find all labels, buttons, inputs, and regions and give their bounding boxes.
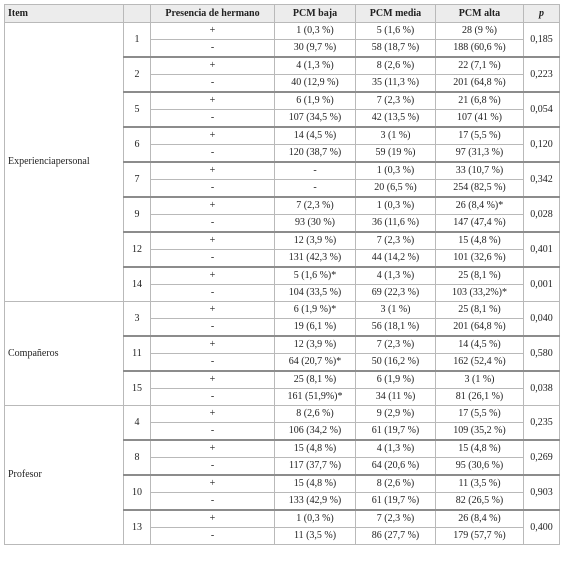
pcm-baja-cell: 64 (20,7 %)* <box>275 354 356 372</box>
p-value-cell: 0,401 <box>524 232 560 267</box>
sibling-presence: - <box>151 250 275 268</box>
sibling-presence: + <box>151 92 275 110</box>
header-pcm-alta: PCM alta <box>436 5 524 23</box>
section-label: Experienciapersonal <box>5 23 124 302</box>
sibling-presence: - <box>151 215 275 233</box>
pcm-media-cell: 61 (19,7 %) <box>356 423 436 441</box>
pcm-baja-cell: 40 (12,9 %) <box>275 75 356 93</box>
pcm-baja-cell: 19 (6,1 %) <box>275 319 356 337</box>
sibling-presence: + <box>151 336 275 354</box>
pcm-media-cell: 8 (2,6 %) <box>356 57 436 75</box>
p-value-cell: 0,269 <box>524 440 560 475</box>
pcm-alta-cell: 109 (35,2 %) <box>436 423 524 441</box>
sibling-presence: + <box>151 127 275 145</box>
pcm-alta-cell: 103 (33,2%)* <box>436 285 524 302</box>
item-number: 12 <box>124 232 151 267</box>
pcm-baja-cell: 4 (1,3 %) <box>275 57 356 75</box>
section-label: Profesor <box>5 406 124 545</box>
header-item-number <box>124 5 151 23</box>
pcm-alta-cell: 179 (57,7 %) <box>436 528 524 545</box>
item-number: 8 <box>124 440 151 475</box>
pcm-alta-cell: 14 (4,5 %) <box>436 336 524 354</box>
sibling-presence: - <box>151 493 275 511</box>
header-row <box>5 5 560 23</box>
table-row <box>5 23 560 40</box>
pcm-baja-cell: 1 (0,3 %) <box>275 23 356 40</box>
section-label: Compañeros <box>5 302 124 406</box>
pcm-media-cell: 6 (1,9 %) <box>356 371 436 389</box>
pcm-alta-cell: 15 (4,8 %) <box>436 232 524 250</box>
pcm-baja-cell: 1 (0,3 %) <box>275 510 356 528</box>
pcm-media-cell: 69 (22,3 %) <box>356 285 436 302</box>
pcm-baja-cell: 6 (1,9 %)* <box>275 302 356 319</box>
item-number: 4 <box>124 406 151 441</box>
pcm-baja-cell: 12 (3,9 %) <box>275 336 356 354</box>
pcm-media-cell: 44 (14,2 %) <box>356 250 436 268</box>
pcm-media-cell: 56 (18,1 %) <box>356 319 436 337</box>
pcm-baja-cell: 133 (42,9 %) <box>275 493 356 511</box>
item-number: 1 <box>124 23 151 58</box>
pcm-alta-cell: 3 (1 %) <box>436 371 524 389</box>
pcm-baja-cell: 15 (4,8 %) <box>275 440 356 458</box>
p-value-cell: 0,400 <box>524 510 560 545</box>
pcm-media-cell: 3 (1 %) <box>356 127 436 145</box>
pcm-alta-cell: 33 (10,7 %) <box>436 162 524 180</box>
sibling-presence: + <box>151 371 275 389</box>
pcm-media-cell: 7 (2,3 %) <box>356 92 436 110</box>
item-number: 7 <box>124 162 151 197</box>
sibling-presence: + <box>151 267 275 285</box>
pcm-alta-cell: 101 (32,6 %) <box>436 250 524 268</box>
sibling-presence: - <box>151 285 275 302</box>
pcm-alta-cell: 22 (7,1 %) <box>436 57 524 75</box>
pcm-media-cell: 3 (1 %) <box>356 302 436 319</box>
header-presencia: Presencia de hermano <box>151 5 275 23</box>
pcm-alta-cell: 28 (9 %) <box>436 23 524 40</box>
table-row <box>5 302 560 319</box>
pcm-baja-cell: 131 (42,3 %) <box>275 250 356 268</box>
pcm-alta-cell: 17 (5,5 %) <box>436 127 524 145</box>
pcm-baja-cell: 104 (33,5 %) <box>275 285 356 302</box>
table-row <box>5 406 560 423</box>
pcm-alta-cell: 11 (3,5 %) <box>436 475 524 493</box>
pcm-alta-cell: 254 (82,5 %) <box>436 180 524 198</box>
pcm-media-cell: 7 (2,3 %) <box>356 510 436 528</box>
sibling-presence: + <box>151 232 275 250</box>
pcm-alta-cell: 25 (8,1 %) <box>436 302 524 319</box>
p-value-cell: 0,235 <box>524 406 560 441</box>
pcm-media-cell: 4 (1,3 %) <box>356 440 436 458</box>
sibling-presence: + <box>151 57 275 75</box>
sibling-presence: - <box>151 319 275 337</box>
pcm-media-cell: 4 (1,3 %) <box>356 267 436 285</box>
sibling-presence: + <box>151 475 275 493</box>
pcm-alta-cell: 82 (26,5 %) <box>436 493 524 511</box>
pcm-alta-cell: 162 (52,4 %) <box>436 354 524 372</box>
pcm-baja-cell: 15 (4,8 %) <box>275 475 356 493</box>
item-number: 13 <box>124 510 151 545</box>
pcm-alta-cell: 21 (6,8 %) <box>436 92 524 110</box>
sibling-presence: - <box>151 423 275 441</box>
item-number: 14 <box>124 267 151 302</box>
pcm-alta-cell: 81 (26,1 %) <box>436 389 524 406</box>
item-number: 15 <box>124 371 151 406</box>
pcm-baja-cell: 14 (4,5 %) <box>275 127 356 145</box>
sibling-presence: - <box>151 75 275 93</box>
pcm-baja-cell: 93 (30 %) <box>275 215 356 233</box>
pcm-baja-cell: 25 (8,1 %) <box>275 371 356 389</box>
pcm-media-cell: 42 (13,5 %) <box>356 110 436 128</box>
item-number: 9 <box>124 197 151 232</box>
item-number: 11 <box>124 336 151 371</box>
item-number: 10 <box>124 475 151 510</box>
pcm-media-cell: 5 (1,6 %) <box>356 23 436 40</box>
p-value-cell: 0,185 <box>524 23 560 58</box>
item-number: 6 <box>124 127 151 162</box>
pcm-baja-cell: - <box>275 180 356 198</box>
pcm-media-cell: 36 (11,6 %) <box>356 215 436 233</box>
pcm-baja-cell: 5 (1,6 %)* <box>275 267 356 285</box>
sibling-presence: + <box>151 23 275 40</box>
sibling-presence: - <box>151 145 275 163</box>
p-value-cell: 0,120 <box>524 127 560 162</box>
pcm-alta-cell: 26 (8,4 %) <box>436 510 524 528</box>
pcm-media-cell: 20 (6,5 %) <box>356 180 436 198</box>
pcm-media-cell: 7 (2,3 %) <box>356 232 436 250</box>
pcm-baja-cell: 120 (38,7 %) <box>275 145 356 163</box>
pcm-alta-cell: 26 (8,4 %)* <box>436 197 524 215</box>
pcm-alta-cell: 201 (64,8 %) <box>436 319 524 337</box>
pcm-baja-cell: 30 (9,7 %) <box>275 40 356 58</box>
pcm-alta-cell: 188 (60,6 %) <box>436 40 524 58</box>
p-value-cell: 0,223 <box>524 57 560 92</box>
header-p-value: p <box>524 5 560 23</box>
sibling-presence: + <box>151 197 275 215</box>
pcm-media-cell: 1 (0,3 %) <box>356 197 436 215</box>
pcm-alta-cell: 95 (30,6 %) <box>436 458 524 476</box>
item-number: 5 <box>124 92 151 127</box>
pcm-baja-cell: 161 (51,9%)* <box>275 389 356 406</box>
pcm-media-cell: 58 (18,7 %) <box>356 40 436 58</box>
p-value-cell: 0,001 <box>524 267 560 302</box>
sibling-presence: - <box>151 40 275 58</box>
sibling-presence: + <box>151 440 275 458</box>
pcm-baja-cell: 8 (2,6 %) <box>275 406 356 423</box>
sibling-presence: + <box>151 162 275 180</box>
pcm-media-cell: 86 (27,7 %) <box>356 528 436 545</box>
pcm-baja-cell: 107 (34,5 %) <box>275 110 356 128</box>
table-body <box>5 23 560 545</box>
header-pcm-media: PCM media <box>356 5 436 23</box>
item-number: 2 <box>124 57 151 92</box>
sibling-presence: - <box>151 354 275 372</box>
pcm-media-cell: 8 (2,6 %) <box>356 475 436 493</box>
p-value-cell: 0,028 <box>524 197 560 232</box>
p-value-cell: 0,903 <box>524 475 560 510</box>
pcm-alta-cell: 17 (5,5 %) <box>436 406 524 423</box>
sibling-presence: + <box>151 302 275 319</box>
header-pcm-baja: PCM baja <box>275 5 356 23</box>
pcm-alta-cell: 107 (41 %) <box>436 110 524 128</box>
p-value-cell: 0,580 <box>524 336 560 371</box>
pcm-media-cell: 64 (20,6 %) <box>356 458 436 476</box>
pcm-baja-cell: - <box>275 162 356 180</box>
p-value-cell: 0,054 <box>524 92 560 127</box>
header-item: Item <box>5 5 124 23</box>
pcm-media-cell: 1 (0,3 %) <box>356 162 436 180</box>
p-value-cell: 0,342 <box>524 162 560 197</box>
pcm-media-cell: 35 (11,3 %) <box>356 75 436 93</box>
sibling-presence: + <box>151 510 275 528</box>
pcm-baja-cell: 12 (3,9 %) <box>275 232 356 250</box>
sibling-presence: - <box>151 180 275 198</box>
sibling-presence: - <box>151 110 275 128</box>
pcm-baja-cell: 7 (2,3 %) <box>275 197 356 215</box>
pcm-media-cell: 9 (2,9 %) <box>356 406 436 423</box>
sibling-presence: - <box>151 458 275 476</box>
p-value-cell: 0,038 <box>524 371 560 406</box>
pcm-media-cell: 61 (19,7 %) <box>356 493 436 511</box>
pcm-baja-cell: 117 (37,7 %) <box>275 458 356 476</box>
sibling-presence: - <box>151 389 275 406</box>
pcm-media-cell: 7 (2,3 %) <box>356 336 436 354</box>
pcm-alta-cell: 97 (31,3 %) <box>436 145 524 163</box>
pcm-media-cell: 50 (16,2 %) <box>356 354 436 372</box>
pcm-alta-cell: 25 (8,1 %) <box>436 267 524 285</box>
table-container <box>4 4 560 545</box>
pcm-media-cell: 34 (11 %) <box>356 389 436 406</box>
pcm-alta-cell: 147 (47,4 %) <box>436 215 524 233</box>
sibling-presence: + <box>151 406 275 423</box>
pcm-baja-cell: 11 (3,5 %) <box>275 528 356 545</box>
pcm-media-cell: 59 (19 %) <box>356 145 436 163</box>
sibling-presence: - <box>151 528 275 545</box>
p-value-cell: 0,040 <box>524 302 560 337</box>
pcm-baja-cell: 106 (34,2 %) <box>275 423 356 441</box>
pcm-baja-cell: 6 (1,9 %) <box>275 92 356 110</box>
item-number: 3 <box>124 302 151 337</box>
results-table <box>4 4 560 545</box>
pcm-alta-cell: 201 (64,8 %) <box>436 75 524 93</box>
pcm-alta-cell: 15 (4,8 %) <box>436 440 524 458</box>
